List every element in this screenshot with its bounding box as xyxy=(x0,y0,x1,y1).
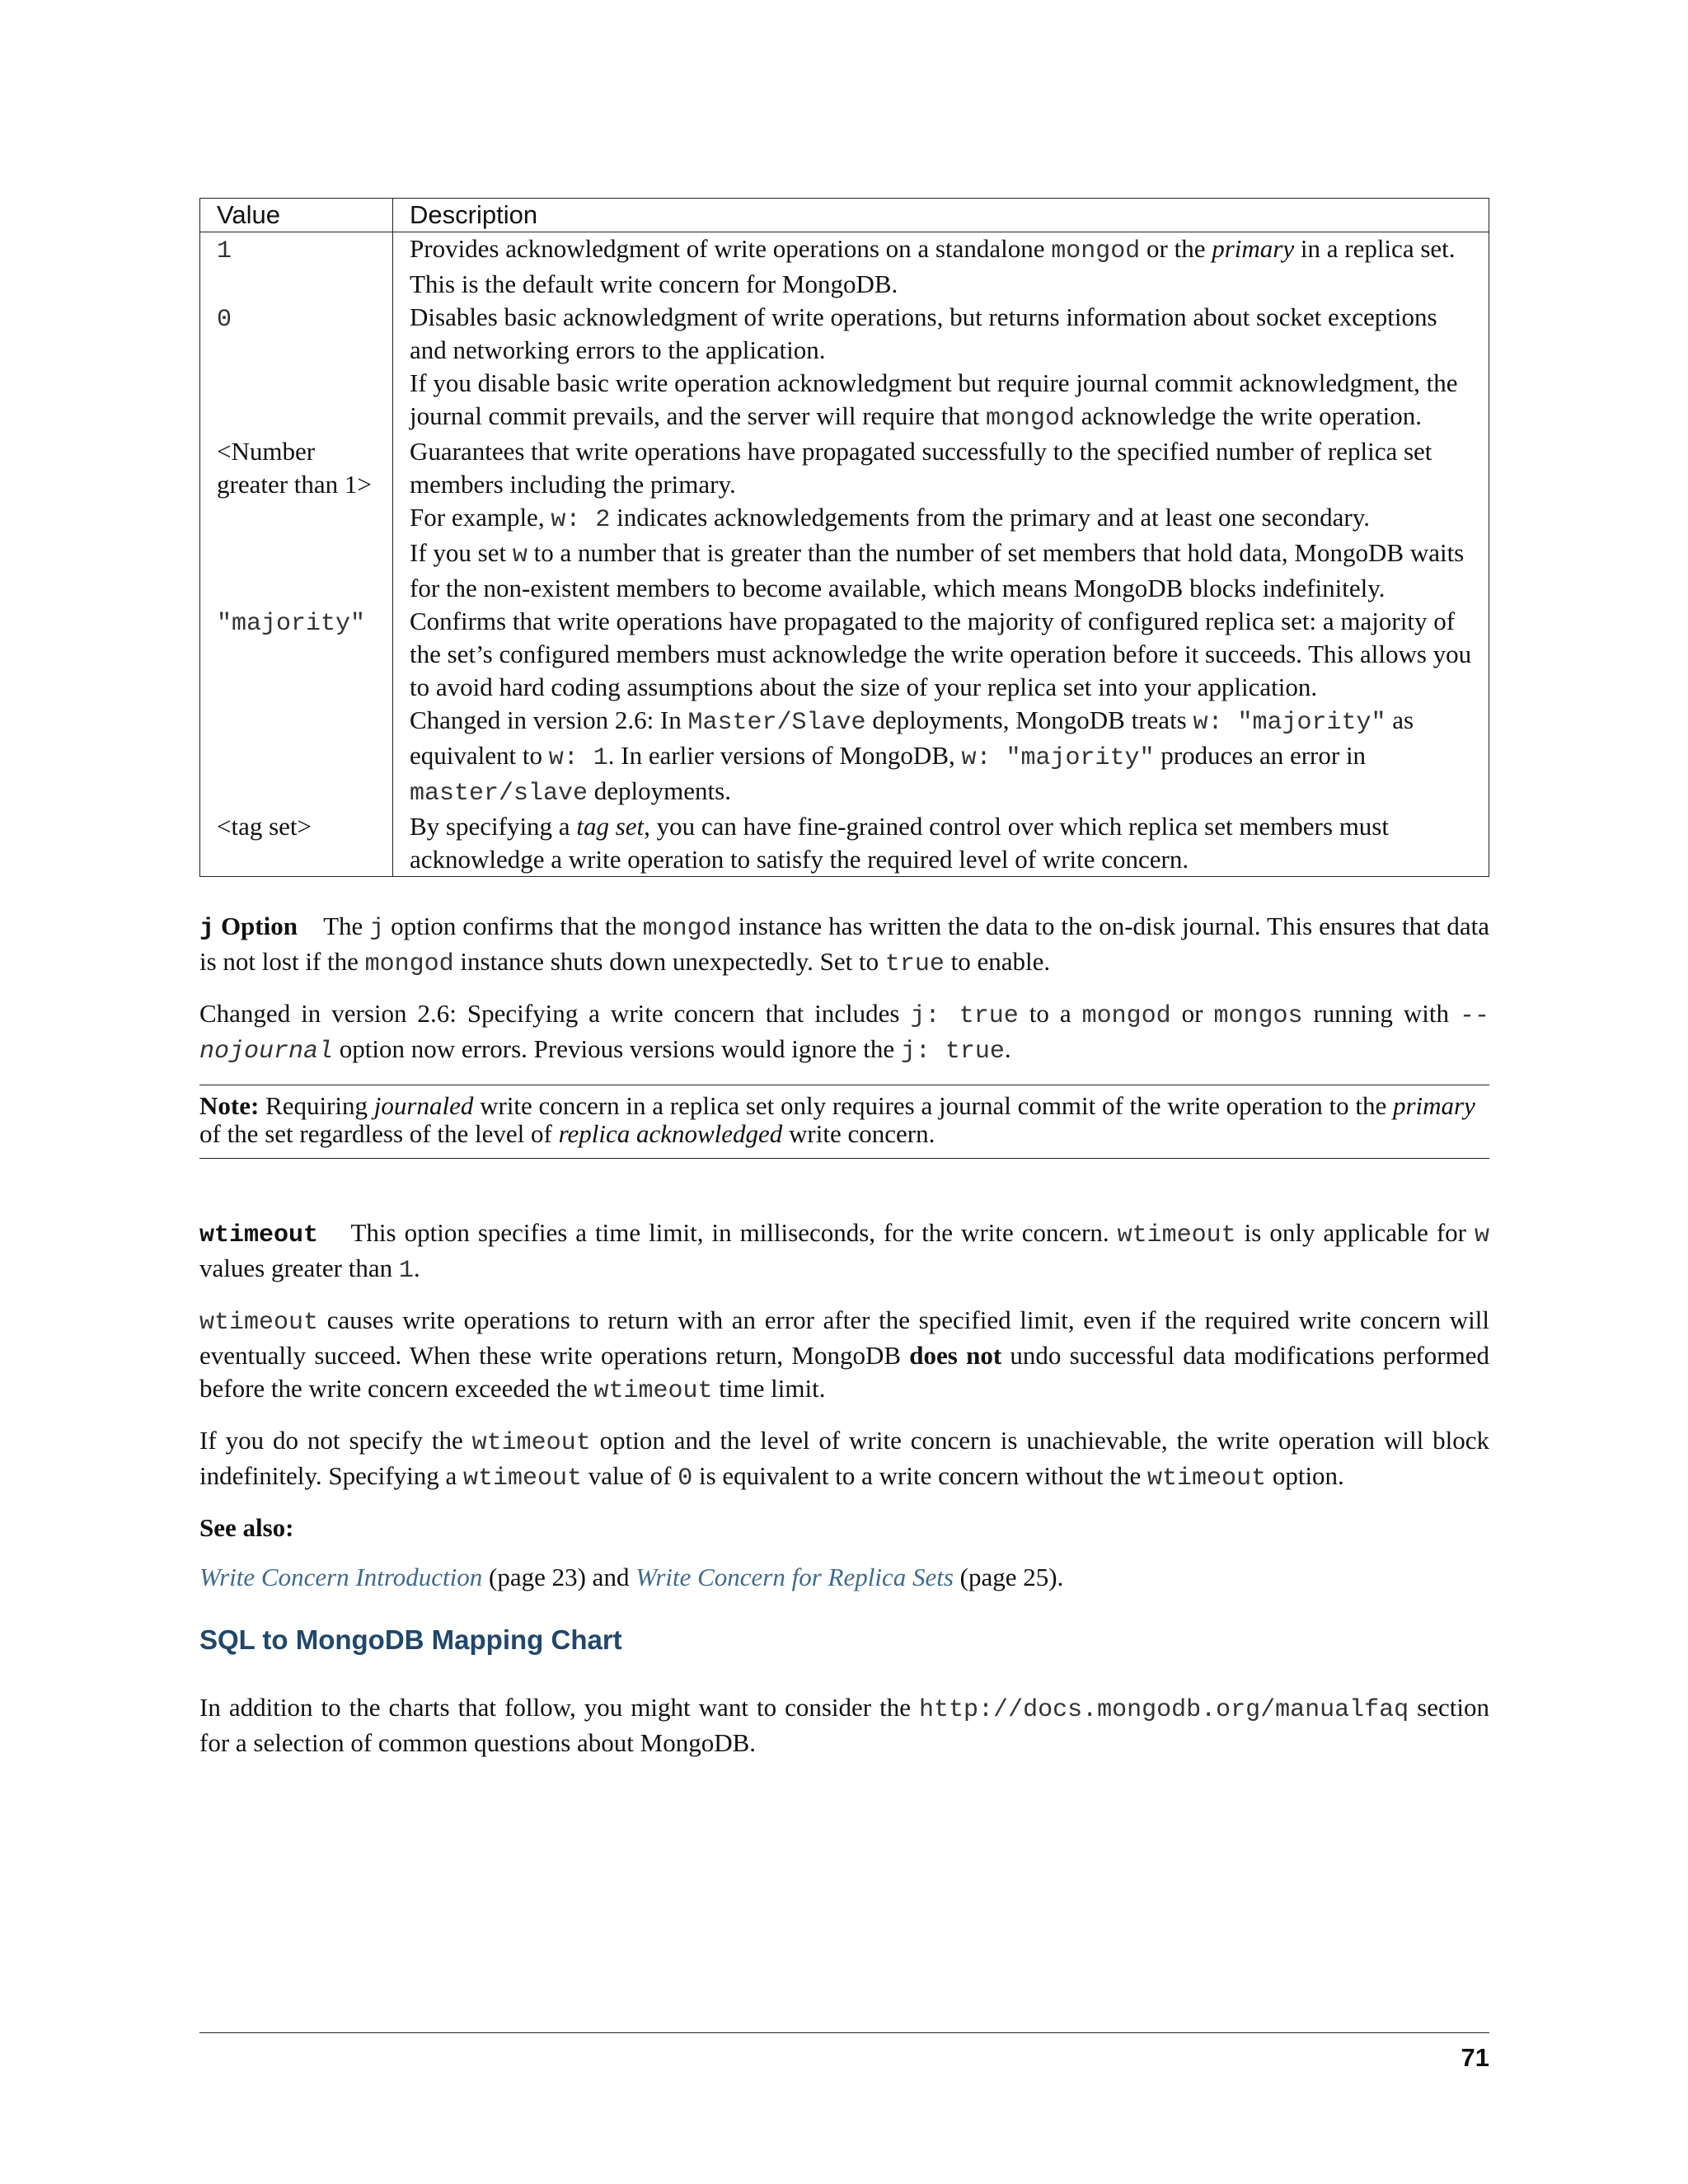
description-cell xyxy=(393,232,1489,302)
description-line: If you disable basic write operation acknowledgment but require journal commit acknowledgment, the journal commit prevails, and the server will require that mongod acknowledge the write operation. xyxy=(410,368,1458,433)
j-option-label-code: j xyxy=(199,915,215,943)
j-option-label: Option xyxy=(220,912,298,940)
table-row xyxy=(200,810,1489,877)
write-concern-replica-sets-link[interactable]: Write Concern for Replica Sets xyxy=(635,1563,954,1591)
write-concern-table xyxy=(199,198,1489,877)
description-cell xyxy=(393,810,1489,877)
write-concern-introduction-link[interactable]: Write Concern Introduction xyxy=(199,1563,483,1591)
col-header-description: Description xyxy=(393,199,1489,232)
wtimeout-label: wtimeout xyxy=(199,1221,319,1249)
description-cell xyxy=(393,605,1489,810)
description-line: For example, w: 2 indicates acknowledgements from the primary and at least one secondary. xyxy=(410,503,1370,534)
note-text: Note: Requiring journaled write concern in a replica set only requires a journal commit of the write operation to the primary of the set regardless of the level of replica acknowledged write concern. xyxy=(199,1091,1475,1148)
value-cell xyxy=(200,301,393,435)
value-code: "majority" xyxy=(217,610,366,638)
wtimeout-paragraph: wtimeout This option specifies a time limit, in milliseconds, for the write concern. wtimeout is only applicable for w values greater than 1. xyxy=(199,1218,1489,1285)
value-code: 0 xyxy=(217,306,232,334)
page-footer xyxy=(199,2032,1489,2072)
j-option-changed-paragraph: Changed in version 2.6: Specifying a write concern that includes j: true to a mongod or mongos running with --nojournal option now errors. Previous versions would ignore the j: true. xyxy=(199,999,1489,1066)
table-row xyxy=(200,232,1489,302)
note-label: Note: xyxy=(199,1091,260,1120)
table-row xyxy=(200,605,1489,810)
description-line: Provides acknowledgment of write operations on a standalone mongod or the primary in a replica set. xyxy=(410,234,1456,265)
sql-intro-paragraph: In addition to the charts that follow, you might want to consider the http://docs.mongodb.org/manualfaq section for a selection of common questions about MongoDB. xyxy=(199,1693,1489,1757)
value-cell xyxy=(200,232,393,302)
value-cell xyxy=(200,435,393,605)
description-line: This is the default write concern for MongoDB. xyxy=(410,269,898,298)
page-content xyxy=(199,198,1489,1776)
section-heading: SQL to MongoDB Mapping Chart xyxy=(199,1624,622,1655)
faq-url: http://docs.mongodb.org/manualfaq xyxy=(919,1696,1409,1724)
description-line: Confirms that write operations have propagated to the majority of configured replica set: a majority of the set’s configured members must acknowledge the write operation before it succeeds. This allows you to avoid hard coding assumptions about the size of your replica set into your application. xyxy=(410,607,1472,701)
see-also-label: See also: xyxy=(199,1513,294,1542)
page-number: 71 xyxy=(1461,2043,1489,2072)
table-row xyxy=(200,301,1489,435)
value-cell xyxy=(200,605,393,810)
value-text: <tag set> xyxy=(217,812,312,841)
table-header-row xyxy=(200,199,1489,232)
description-cell xyxy=(393,301,1489,435)
description-line: By specifying a tag set, you can have fine-grained control over which replica set members must acknowledge a write operation to satisfy the required level of write concern. xyxy=(410,812,1389,874)
value-cell xyxy=(200,810,393,877)
see-also-links: Write Concern Introduction (page 23) and Write Concern for Replica Sets (page 25). xyxy=(199,1563,1064,1591)
wtimeout-default-paragraph: If you do not specify the wtimeout option and the level of write concern is unachievable, the write operation will block indefinitely. Specifying a wtimeout value of 0 is equivalent to a write concern without the wtimeout option. xyxy=(199,1426,1489,1493)
note-box xyxy=(199,1085,1489,1159)
value-text: <Number greater than 1> xyxy=(217,437,372,499)
description-line: Changed in version 2.6: In Master/Slave deployments, MongoDB treats w: "majority" as equivalent to w: 1. In earlier versions of MongoDB, w: "majority" produces an error in master/slave deployments. xyxy=(410,705,1414,808)
value-code: 1 xyxy=(217,237,232,265)
description-cell xyxy=(393,435,1489,605)
table-row xyxy=(200,435,1489,605)
description-line: Guarantees that write operations have propagated successfully to the specified number of replica set members including the primary. xyxy=(410,437,1432,499)
description-line: Disables basic acknowledgment of write operations, but returns information about socket exceptions and networking errors to the application. xyxy=(410,302,1437,364)
wtimeout-error-paragraph: wtimeout causes write operations to return with an error after the specified limit, even if the required write concern will eventually succeed. When these write operations return, MongoDB does not undo successful data modifications performed before the write concern exceeded the wtimeout time limit. xyxy=(199,1305,1489,1405)
col-header-value: Value xyxy=(200,199,393,232)
j-option-paragraph: j Option The j option confirms that the mongod instance has written the data to the on-disk journal. This ensures that data is not lost if the mongod instance shuts down unexpectedly. Set to true to enable. xyxy=(199,912,1489,978)
description-line: If you set w to a number that is greater than the number of set members that hold data, MongoDB waits for the non-existent members to become available, which means MongoDB blocks indefinitely. xyxy=(410,538,1465,602)
